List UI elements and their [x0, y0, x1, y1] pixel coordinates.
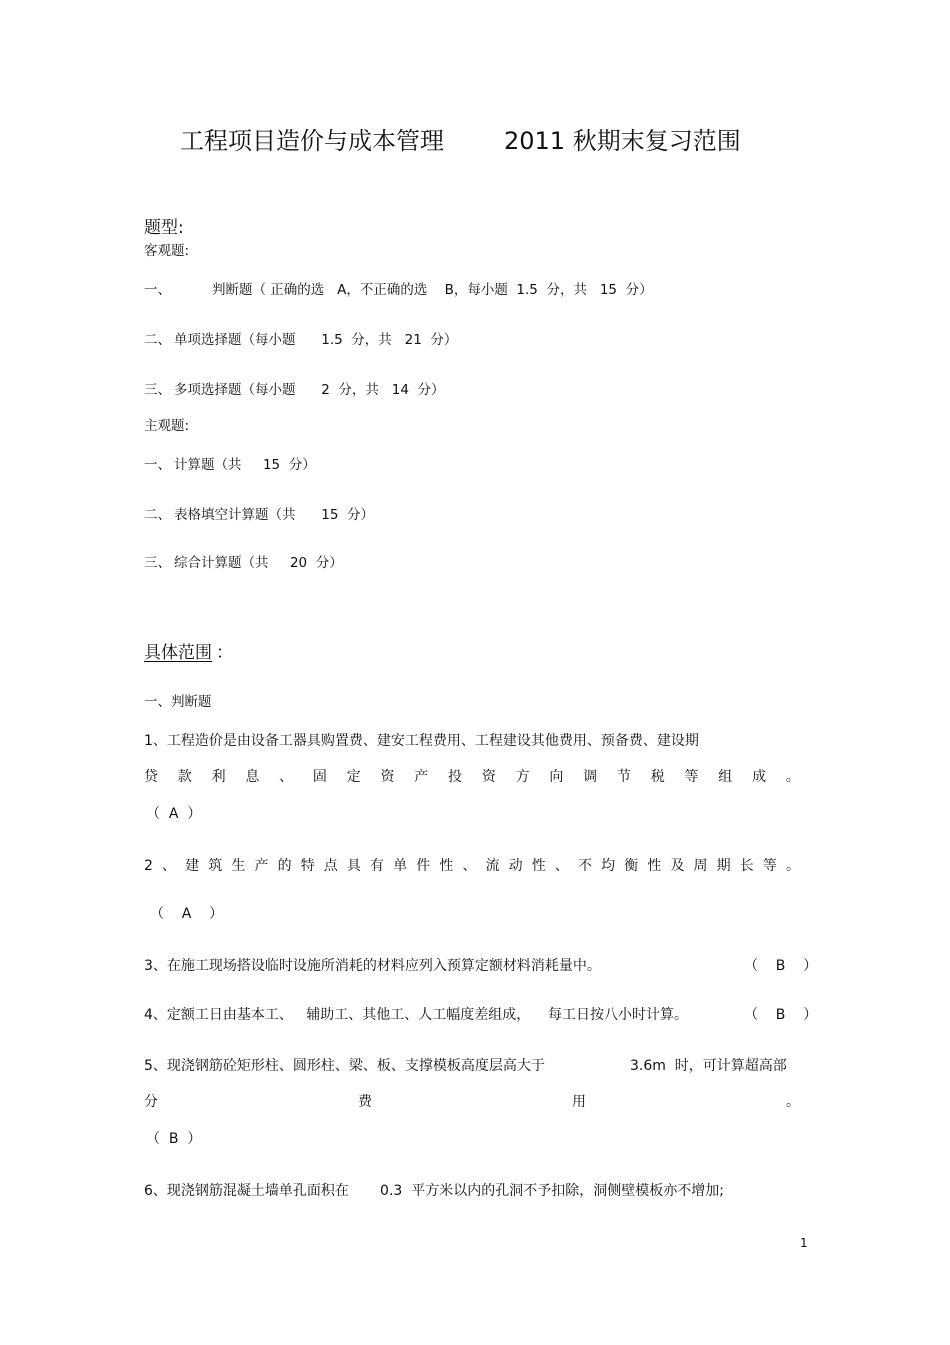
q1-char: 固	[312, 769, 327, 785]
page-number: 1	[800, 1236, 808, 1250]
subjective-item-num: 二、	[144, 507, 171, 523]
subjective-item-text: 计算题（共 15 分）	[174, 457, 316, 473]
scope-heading-colon: ：	[216, 643, 233, 663]
objective-item-text: 判断题（ 正确的选 A，不正确的选 B，每小题 1.5 分，共 15 分）	[212, 282, 653, 298]
q2-char: 均	[601, 858, 616, 874]
q2-char: 点	[323, 858, 338, 874]
q5-char: 分	[144, 1094, 158, 1110]
q2-char: 长	[739, 858, 754, 874]
q2-char: 筑	[208, 858, 223, 874]
question-types-heading: 题型:	[144, 218, 184, 238]
question-1-answer: （ A ）	[146, 806, 202, 822]
q5-char: 用	[572, 1094, 586, 1110]
q1-char: 方	[515, 769, 530, 785]
q2-char: 衡	[624, 858, 639, 874]
q2-char: 产	[254, 858, 269, 874]
subjective-item-num: 三、	[144, 555, 171, 571]
q5-char: 。	[786, 1094, 800, 1110]
q2-char: 建	[185, 858, 200, 874]
q1-char: 税	[650, 769, 665, 785]
q1-char: 投	[448, 769, 463, 785]
q2-char: 单	[393, 858, 408, 874]
q2-char: 的	[277, 858, 292, 874]
q2-char: 等	[762, 858, 777, 874]
question-4-answer: （ B ）	[744, 1007, 818, 1023]
question-2-line	[144, 859, 800, 873]
doc-title: 工程项目造价与成本管理	[180, 127, 444, 155]
q2-char: 性	[647, 858, 662, 874]
q1-char: 组	[718, 769, 733, 785]
question-1-line-2	[144, 770, 800, 784]
q1-char: 资	[380, 769, 395, 785]
q2-char: 性	[439, 858, 454, 874]
question-5-line-1-tail: 3.6m 时，可计算超高部	[630, 1058, 787, 1074]
question-5-line-2	[144, 1095, 800, 1109]
q1-char: 款	[177, 769, 192, 785]
q2-char: 及	[670, 858, 685, 874]
subjective-item-text: 综合计算题（共 20 分）	[174, 555, 343, 571]
subjective-item-text: 表格填空计算题（共 15 分）	[174, 507, 375, 523]
question-3-answer: （ B ）	[744, 958, 818, 974]
question-2-answer: （ A ）	[150, 906, 224, 922]
objective-label: 客观题:	[144, 243, 190, 259]
q1-char: 贷	[144, 769, 158, 785]
question-4-text: 4、定额工日由基本工、 辅助工、其他工、人工幅度差组成， 每工日按八小时计算。	[144, 1007, 689, 1023]
subjective-item-num: 一、	[144, 457, 171, 473]
q5-char: 费	[358, 1094, 372, 1110]
question-5-line-1: 5、现浇钢筋砼矩形柱、圆形柱、梁、板、支撑模板高度层高大于	[144, 1058, 545, 1074]
q2-char: 流	[485, 858, 500, 874]
scope-heading: 具体范围	[144, 643, 212, 663]
question-6-text: 6、现浇钢筋混凝土墙单孔面积在 0.3 平方米以内的孔洞不予扣除，洞侧壁模板亦不增加;	[144, 1183, 724, 1199]
q2-char: 有	[370, 858, 385, 874]
q2-char: 周	[693, 858, 708, 874]
q2-char: 生	[231, 858, 246, 874]
q2-char: 不	[578, 858, 592, 874]
q2-char: 动	[508, 858, 523, 874]
doc-title-term: 2011 秋期末复习范围	[504, 127, 741, 155]
question-1-line-1: 1、工程造价是由设备工器具购置费、建安工程费用、工程建设其他费用、预备费、建设期	[144, 733, 699, 749]
q1-char: 向	[549, 769, 564, 785]
q1-char: 资	[481, 769, 496, 785]
q1-char: 息	[245, 769, 260, 785]
q2-char: 期	[716, 858, 731, 874]
q1-char: 节	[616, 769, 631, 785]
q1-char: 调	[583, 769, 598, 785]
q1-char: 定	[346, 769, 361, 785]
question-3-text: 3、在施工现场搭设临时设施所消耗的材料应列入预算定额材料消耗量中。	[144, 958, 601, 974]
q1-char: 。	[785, 769, 800, 785]
q2-char: 、	[162, 858, 177, 874]
section-title: 一、判断题	[144, 694, 212, 710]
q2-char: 性	[531, 858, 546, 874]
q2-char: 具	[346, 858, 361, 874]
objective-item-num: 一、	[144, 282, 171, 298]
q1-char: 等	[684, 769, 699, 785]
objective-item-text: 单项选择题（每小题 1.5 分，共 21 分）	[174, 332, 458, 348]
q2-char: 、	[554, 858, 569, 874]
question-5-answer: （ B ）	[146, 1131, 202, 1147]
q1-char: 利	[211, 769, 226, 785]
subjective-label: 主观题:	[144, 418, 190, 434]
objective-item-num: 三、	[144, 382, 171, 398]
q2-char: 。	[785, 858, 800, 874]
objective-item-num: 二、	[144, 332, 171, 348]
q2-char: 件	[416, 858, 431, 874]
q2-char: 、	[462, 858, 477, 874]
objective-item-text: 多项选择题（每小题 2 分，共 14 分）	[174, 382, 445, 398]
q2-char: 2	[144, 858, 153, 874]
q1-char: 、	[279, 769, 294, 785]
q1-char: 成	[752, 769, 767, 785]
q2-char: 特	[300, 858, 315, 874]
q1-char: 产	[414, 769, 429, 785]
